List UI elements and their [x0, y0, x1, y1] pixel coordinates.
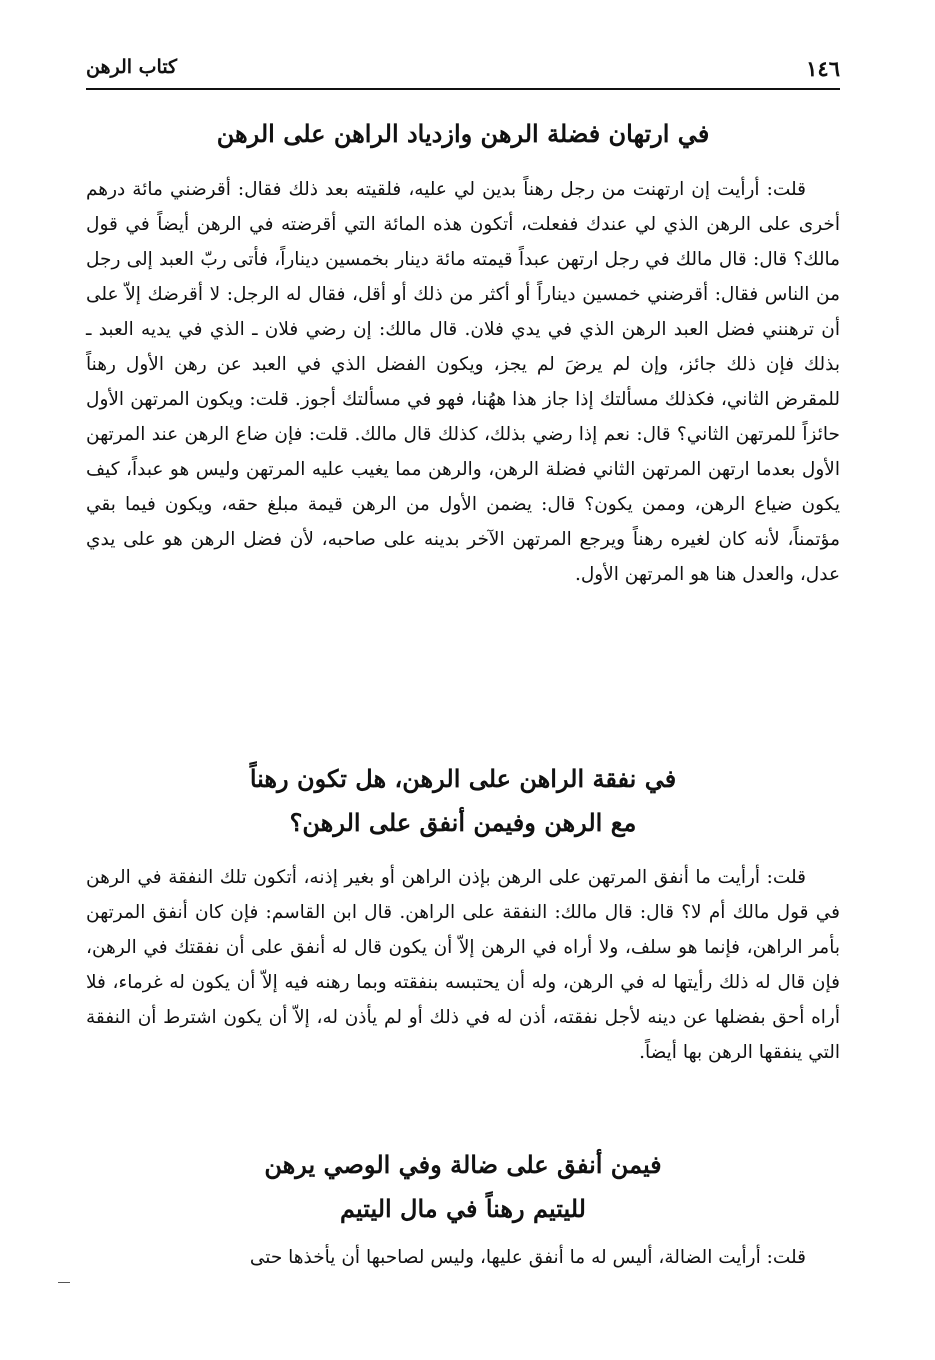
section-1-heading: [86, 112, 840, 156]
heading-line: مع الرهن وفيمن أنفق على الرهن؟: [289, 808, 637, 837]
page-number: ١٤٦: [806, 56, 840, 81]
heading-line: في ارتهان فضلة الرهن وازدياد الراهن على الرهن: [216, 119, 710, 148]
page-header: [86, 52, 840, 90]
section-1-paragraph: قلت: أرأيت إن ارتهنت من رجل رهناً بدين لي عليه، فلقيته بعد ذلك فقال: أقرضني مائة درهم أخرى على الرهن الذي لي عندك ففعلت، أتكون هذه المائة التي أقرضته في الرهن أيضاً في قول مالك؟ قال: قال مالك في رجل ارتهن عبداً قيمته مائة دينار بخمسين ديناراً، فأتى ربّ العبد إلى رجل من الناس فقال: أقرضني خمسين ديناراً أو أكثر من ذلك أو أقل، فقال له الرجل: لا أقرضك إلاّ على أن ترهنني فضل العبد الرهن الذي في يدي فلان. قال مالك: إن رضي فلان ـ الذي في يديه العبد ـ بذلك فإن ذلك جائز، وإن لم يرضَ لم يجز، ويكون الفضل الذي في العبد عن رهن الأول رهناً للمقرض الثاني، فكذلك مسألتك إذا جاز هذا ههُنا، فهو في مسألتك أجوز. قلت: ويكون المرتهن الأول حائزاً للمرتهن الثاني؟ قال: نعم إذا رضي بذلك، كذلك قال مالك. قلت: فإن ضاع الرهن عند المرتهن الأول بعدما ارتهن المرتهن الثاني فضلة الرهن، والرهن مما يغيب عليه المرتهن وليس هو عبداً، كيف يكون ضياع الرهن، وممن يكون؟ قال: يضمن الأول من الرهن قيمة مبلغ حقه، ويكون فيما بقي مؤتمناً، لأنه كان لغيره رهناً ويرجع المرتهن الآخر بدينه على صاحبه، لأن فضل الرهن هو على يدي عدل، والعدل هنا هو المرتهن الأول.: [86, 179, 840, 585]
scan-margin-mark: [58, 1282, 70, 1283]
heading-line: في نفقة الراهن على الرهن، هل تكون رهناً: [249, 764, 677, 793]
section-2-paragraph: قلت: أرأيت ما أنفق المرتهن على الرهن بإذن الراهن أو بغير إذنه، أتكون تلك النفقة في الرهن في قول مالك أم لا؟ قال: قال مالك: النفقة على الراهن. قال ابن القاسم: فإن كان أنفق المرتهن بأمر الراهن، فإنما هو سلف، ولا أراه في الرهن إلاّ أن يكون قال له أنفق على أن نفقتك في الرهن، فإن قال له ذلك رأيتها له في الرهن، وله أن يحتبسه بنفقته وبما رهنه فيه إلاّ أن يكون له غرماء، فلا أراه أحق بفضلها عن دينه لأجل نفقته، أذن له في ذلك أو لم يأذن له، إلاّ أن يكون اشترط أن النفقة التي ينفقها الرهن بها أيضاً.: [86, 867, 840, 1063]
section-2-heading: [86, 757, 840, 845]
section-3-paragraph: قلت: أرأيت الضالة، أليس له ما أنفق عليها، وليس لصاحبها أن يأخذها حتى: [249, 1247, 806, 1268]
heading-line: لليتيم رهناً في مال اليتيم: [340, 1194, 586, 1223]
section-3-heading: [86, 1143, 840, 1231]
heading-line: فيمن أنفق على ضالة وفي الوصي يرهن: [264, 1150, 662, 1179]
running-title: كتاب الرهن: [86, 56, 178, 78]
